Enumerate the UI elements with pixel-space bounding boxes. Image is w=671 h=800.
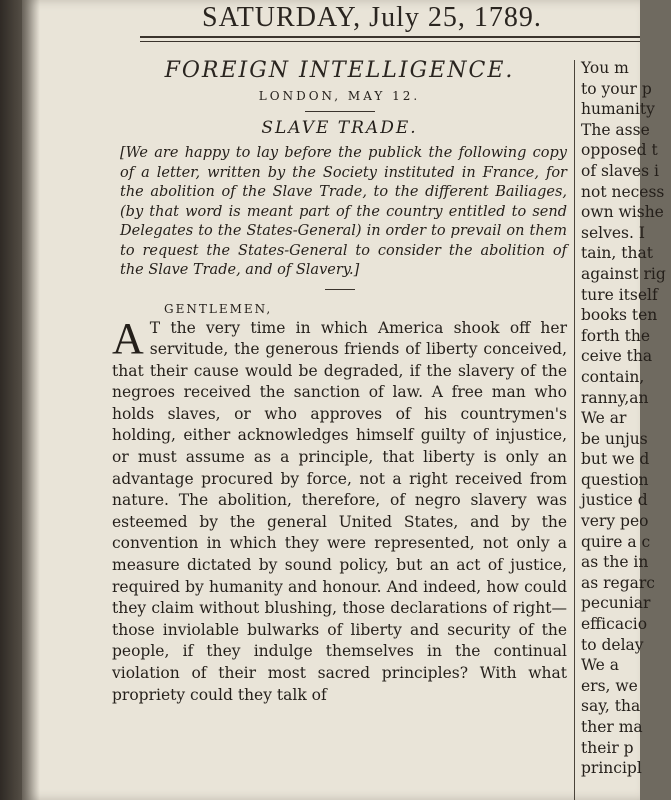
right-column-line: contain,	[581, 367, 645, 386]
right-column-line: ers, we	[581, 676, 638, 695]
right-column-line: own wishe	[581, 203, 664, 222]
drop-cap: A	[112, 313, 144, 363]
right-column-line: question	[581, 470, 649, 489]
salutation: GENTLEMEN,	[164, 301, 273, 316]
section-title: FOREIGN INTELLIGENCE.	[164, 58, 515, 83]
letter-body-text: T the very time in which America shook off her servitude, the generous friends of liberty conceived, that their cause would be degraded, if the slavery of the negroes received the sanction of law. A free man who holds slaves, or who approves of his countrymen's holding, either acknowledges himself guilty of injustice, or must assume as a principle, that liberty is only an advantage procured by force, not a right received from nature. The abolition, therefore, of negro slavery was esteemed by the general United States, and by the convention in which they were represented, not only a measure dictated by sound policy, but an act of justice, required by humanity and honour. And indeed, how could they claim without blushing, those declarations of right— those inviolable bulwarks of liberty and security of the people, if they indulge themselves in the continual violation of their most sacred principles? With what propriety could they talk of	[112, 318, 567, 704]
right-column-line: against rig	[581, 264, 666, 283]
separator-rule	[305, 111, 375, 112]
right-column-line: justice d	[581, 491, 648, 510]
masthead-rule-thin	[140, 41, 640, 42]
right-column-line: tain, that	[581, 244, 653, 263]
right-column-line: very peo	[581, 512, 649, 531]
right-column-line: as regarc	[581, 573, 655, 592]
right-column-line: opposed t	[581, 141, 658, 160]
right-column-line: ranny,an	[581, 388, 649, 407]
right-column-line: The asse	[581, 120, 650, 139]
right-column-line: as the in	[581, 553, 649, 572]
right-column-line: humanity	[581, 100, 655, 119]
article-title: SLAVE TRADE.	[261, 118, 418, 138]
column-divider	[574, 60, 575, 800]
right-column-line: to your p	[581, 79, 652, 98]
right-column-line: ther ma	[581, 718, 643, 736]
right-column-line: We ar	[581, 409, 627, 428]
newspaper-page	[22, 0, 666, 800]
right-column-line: selves. I	[581, 223, 645, 242]
masthead-rule	[140, 36, 640, 38]
right-column-line: ture itself	[581, 285, 658, 304]
separator-rule-small	[325, 289, 355, 290]
left-column	[112, 52, 567, 800]
editor-intro: [We are happy to lay before the publick the following copy of a letter, written by the Society instituted in France, for the abolition of the Slave Trade, to the different Bailiages, (by that word is meant part of the country entitled to send Delegates to the States-General) in order to prevail on them to request the States-General to consider the abolition of the Slave Trade, and of Slavery.]	[120, 145, 567, 278]
right-column-line: of slaves i	[581, 161, 659, 180]
page-edge-shadow	[0, 0, 40, 800]
letter-body	[112, 313, 567, 707]
right-column-line: ceive tha	[581, 347, 653, 366]
right-column	[579, 58, 671, 800]
right-column-line: forth the	[581, 326, 651, 345]
right-column-line: We a	[581, 656, 620, 675]
right-column-line: You m	[581, 59, 629, 77]
right-column-line: be unjus	[581, 429, 648, 448]
right-column-line: efficacio	[581, 615, 648, 634]
right-column-line: but we d	[581, 450, 650, 469]
right-column-line: quire a c	[581, 532, 651, 551]
dateline: LONDON, MAY 12.	[258, 89, 421, 103]
right-column-line: their p	[581, 738, 634, 757]
right-column-line: say, tha	[581, 697, 641, 716]
right-column-line: principl	[581, 759, 642, 778]
right-column-line: to delay	[581, 635, 644, 654]
right-column-line: pecuniar	[581, 594, 651, 613]
right-column-line: books ten	[581, 306, 658, 325]
right-column-line: not necess	[581, 182, 665, 201]
masthead-date: SATURDAY, July 25, 1789.	[202, 2, 542, 33]
